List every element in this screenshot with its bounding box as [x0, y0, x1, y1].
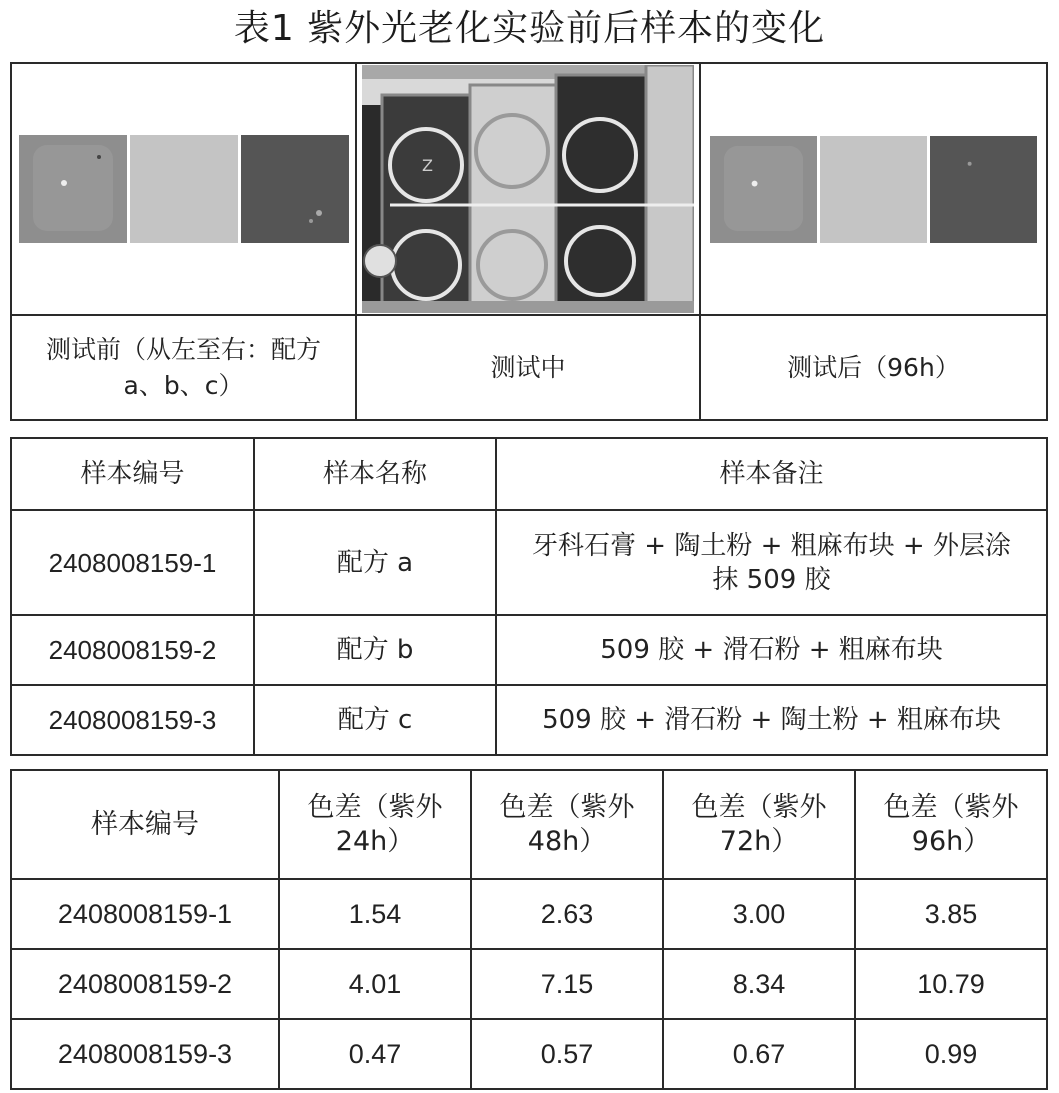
color-difference-table	[10, 769, 1048, 1090]
sample-id: 2408008159-2	[11, 949, 279, 1019]
value-96h: 3.85	[855, 879, 1047, 949]
value-72h: 3.00	[663, 879, 855, 949]
table-row	[11, 1019, 1047, 1089]
table-row	[11, 949, 1047, 1019]
value-96h: 10.79	[855, 949, 1047, 1019]
sample-id: 2408008159-3	[11, 1019, 279, 1089]
sample-info-table	[10, 437, 1048, 756]
sample-id: 2408008159-3	[11, 685, 254, 755]
sample-a-after-image	[710, 136, 817, 243]
header-sample-name: 样本名称	[254, 438, 496, 510]
table-row	[11, 615, 1047, 685]
sample-note: 509 胶 + 滑石粉 + 粗麻布块	[496, 615, 1047, 685]
before-photo-cell	[11, 63, 356, 315]
after-photo-cell	[700, 63, 1047, 315]
header-uv-72h: 色差（紫外 72h）	[663, 770, 855, 879]
value-24h: 4.01	[279, 949, 471, 1019]
sample-name: 配方 c	[254, 685, 496, 755]
sample-c-before-image	[241, 135, 349, 243]
value-96h: 0.99	[855, 1019, 1047, 1089]
sample-b-after-image	[820, 136, 927, 243]
table-header-row	[11, 438, 1047, 510]
sample-note: 牙科石膏 + 陶土粉 + 粗麻布块 + 外层涂抹 509 胶	[496, 510, 1047, 615]
sample-name: 配方 a	[254, 510, 496, 615]
sample-a-before-image	[19, 135, 127, 243]
value-72h: 8.34	[663, 949, 855, 1019]
value-24h: 1.54	[279, 879, 471, 949]
sample-id: 2408008159-1	[11, 510, 254, 615]
header-sample-id: 样本编号	[11, 438, 254, 510]
sample-id: 2408008159-2	[11, 615, 254, 685]
sample-note: 509 胶 + 滑石粉 + 陶土粉 + 粗麻布块	[496, 685, 1047, 755]
table-row	[11, 879, 1047, 949]
uv-chamber-photo	[362, 65, 694, 313]
table-header-row	[11, 770, 1047, 879]
sample-c-after-image	[930, 136, 1037, 243]
svg-text:Z: Z	[422, 156, 433, 175]
during-photo-cell	[356, 63, 700, 315]
table-row	[11, 510, 1047, 615]
table-title: 表1 紫外光老化实验前后样本的变化	[233, 8, 826, 49]
header-uv-48h: 色差（紫外 48h）	[471, 770, 663, 879]
sample-name: 配方 b	[254, 615, 496, 685]
during-caption: 测试中	[356, 315, 700, 420]
after-caption: 测试后（96h）	[700, 315, 1047, 420]
before-caption: 测试前（从左至右：配方 a、b、c）	[11, 315, 356, 420]
header-sample-note: 样本备注	[496, 438, 1047, 510]
header-uv-24h: 色差（紫外 24h）	[279, 770, 471, 879]
sample-id: 2408008159-1	[11, 879, 279, 949]
value-48h: 2.63	[471, 879, 663, 949]
header-uv-96h: 色差（紫外 96h）	[855, 770, 1047, 879]
value-48h: 0.57	[471, 1019, 663, 1089]
value-24h: 0.47	[279, 1019, 471, 1089]
value-72h: 0.67	[663, 1019, 855, 1089]
table-row	[11, 685, 1047, 755]
value-48h: 7.15	[471, 949, 663, 1019]
photo-table	[10, 62, 1048, 421]
header-sample-id: 样本编号	[11, 770, 279, 879]
sample-b-before-image	[130, 135, 238, 243]
